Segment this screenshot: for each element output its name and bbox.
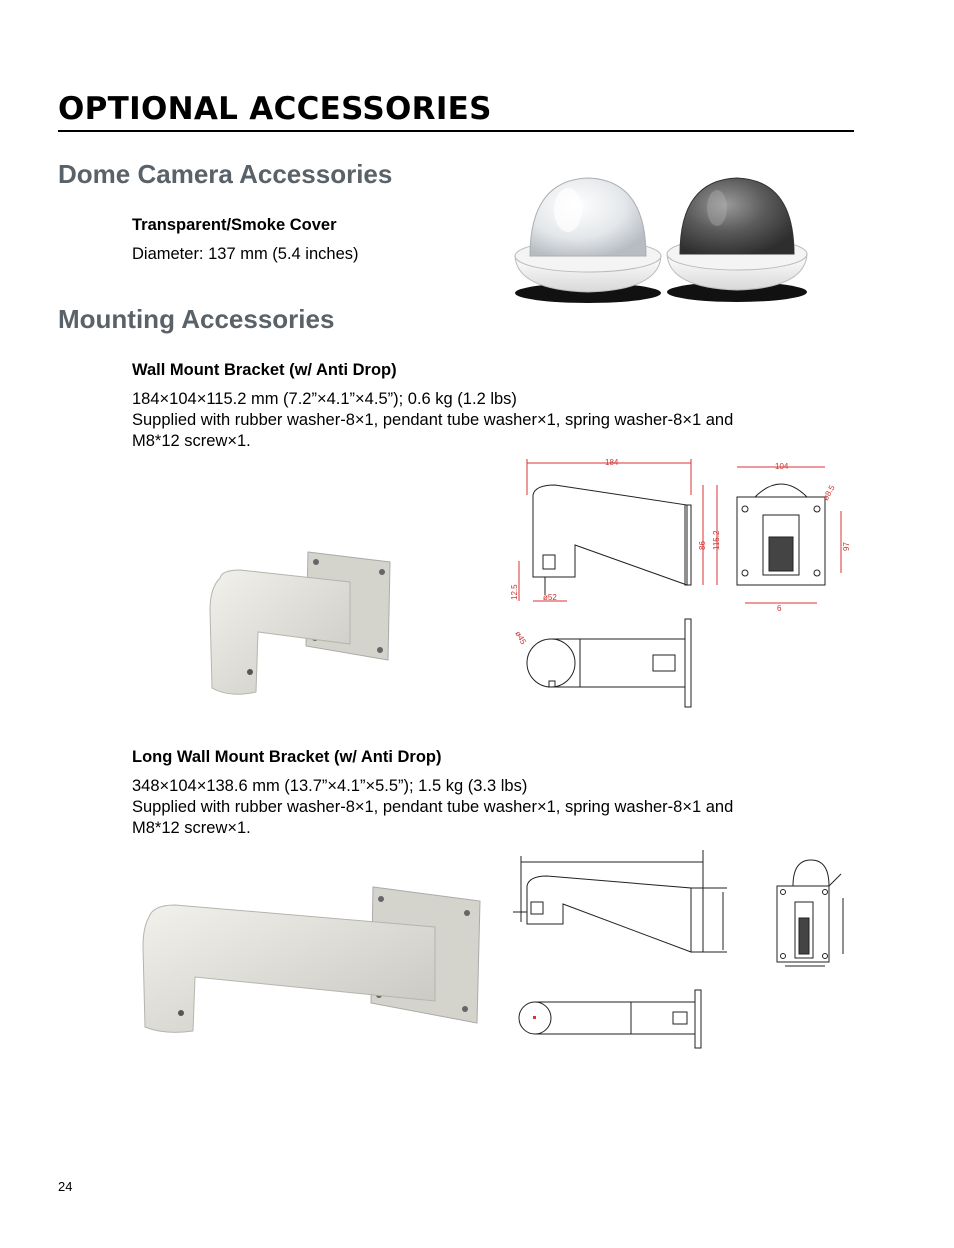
mounting-section-title: Mounting Accessories [58,304,335,334]
page-number: 24 [58,1179,73,1194]
long-bracket-spec: 348×104×138.6 mm (13.7”×4.1”×5.5”); 1.5 kg (3.3 lbs) [132,777,528,795]
dome-cover-title: Transparent/Smoke Cover [132,216,337,234]
dim-tube-diameter-label: ø52 [543,593,557,602]
dim-inner-height-label: 86 [698,541,707,550]
dim-plate-height-label: 97 [842,542,851,551]
long-bracket-photo [135,885,485,1035]
dim-width-label: 184 [605,458,619,467]
wall-bracket-supplied-line1: Supplied with rubber washer-8×1, pendant tube washer×1, spring washer-8×1 and [132,411,734,429]
long-bracket-supplied-line1: Supplied with rubber washer-8×1, pendant tube washer×1, spring washer-8×1 and [132,798,734,816]
dim-tube-height-label: 12.5 [510,584,519,600]
page-title: OPTIONAL ACCESSORIES [58,91,492,127]
dome-cover-spec: Diameter: 137 mm (5.4 inches) [132,245,359,263]
wall-bracket-photo [200,550,400,700]
dome-covers-image [505,168,815,306]
clear-dome-cover [515,178,661,303]
smoke-dome-cover [667,178,807,302]
dim-hole-spacing-label: 6 [777,604,782,613]
dome-section-title: Dome Camera Accessories [58,159,393,189]
wall-bracket-drawing [505,455,865,715]
wall-bracket-title: Wall Mount Bracket (w/ Anti Drop) [132,361,397,379]
dim-depth-label: 104 [775,462,789,471]
wall-bracket-spec: 184×104×115.2 mm (7.2”×4.1”×4.5”); 0.6 kg (1.2 lbs) [132,390,517,408]
dim-height-label: 115.2 [712,530,721,550]
wall-bracket-supplied-line2: M8*12 screw×1. [132,432,251,450]
title-divider [58,130,854,132]
long-bracket-supplied-line2: M8*12 screw×1. [132,819,251,837]
dim-top-diameter-label: ø45 [513,629,528,646]
long-bracket-drawing [505,842,865,1052]
dim-hole-diameter-label: ø8.5 [820,483,837,502]
long-bracket-title: Long Wall Mount Bracket (w/ Anti Drop) [132,748,442,766]
